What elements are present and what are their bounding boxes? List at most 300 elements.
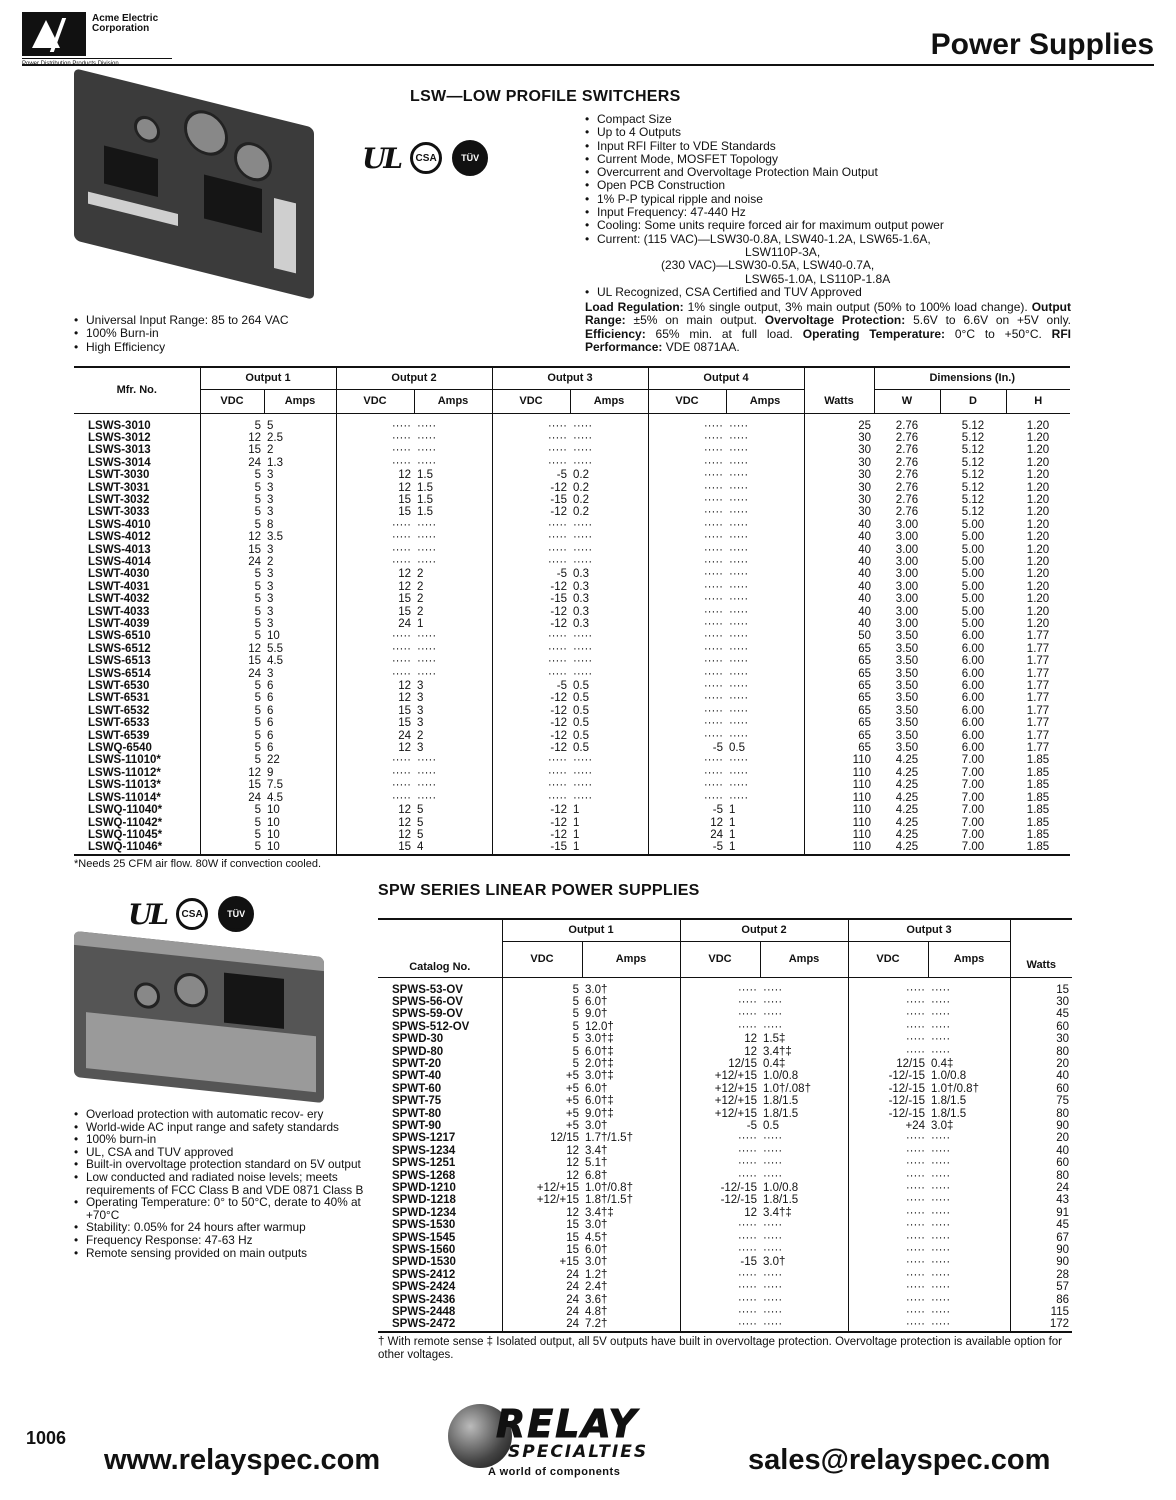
- table-cell: ·····: [336, 668, 414, 680]
- table-cell: 40: [804, 606, 874, 618]
- table-cell: 45: [1010, 1219, 1072, 1231]
- part-number-cell: LSWT-4030: [88, 568, 150, 581]
- table-cell: 5: [200, 692, 264, 704]
- table-cell: ·····: [648, 754, 726, 766]
- relay-specialties-logo: [448, 1402, 696, 1482]
- table-cell: 0.5: [573, 742, 589, 755]
- table-row: [74, 655, 1070, 667]
- table-row: [378, 1145, 1072, 1157]
- table-cell: 4.5: [267, 791, 283, 804]
- table-cell: 0.4‡: [931, 1057, 954, 1070]
- table-cell: ·····: [848, 1269, 928, 1281]
- lsw-feature-cont: LSW65-1.0A, LS110P-1.8A: [745, 271, 891, 286]
- table-cell: 110: [804, 767, 874, 779]
- table-cell: ·····: [729, 555, 749, 568]
- table-row: [378, 1132, 1072, 1144]
- part-number-cell: SPWS-1217: [392, 1132, 456, 1145]
- lsw-feature-cont: LSW110P-3A,: [745, 244, 821, 259]
- table-cell: ·····: [336, 519, 414, 531]
- table-cell: ·····: [417, 456, 437, 469]
- table-cell: 1.5: [417, 506, 433, 519]
- table-row: [378, 1033, 1072, 1045]
- table-cell: 65: [804, 655, 874, 667]
- table-row: [74, 817, 1070, 829]
- table-cell: ·····: [648, 668, 726, 680]
- table-cell: ·····: [336, 643, 414, 655]
- part-number-cell: LSWS-4013: [88, 543, 151, 556]
- table-cell: ·····: [763, 1219, 783, 1232]
- table-cell: 2.5: [267, 431, 283, 444]
- table-cell: ·····: [573, 531, 593, 544]
- table-cell: 6.0†: [585, 1082, 608, 1095]
- part-number-cell: SPWS-56-OV: [392, 995, 463, 1008]
- col-amps: Amps: [264, 389, 336, 413]
- table-cell: 24: [502, 1318, 582, 1331]
- table-cell: 15: [200, 655, 264, 667]
- table-cell: 3.0†: [585, 1256, 608, 1269]
- acme-logo-mark: [22, 12, 86, 56]
- table-cell: ·····: [848, 1132, 928, 1144]
- table-cell: 40: [804, 544, 874, 556]
- table-cell: 6.00: [961, 717, 985, 730]
- table-row: [378, 1194, 1072, 1206]
- col-vdc: VDC: [680, 941, 760, 977]
- table-cell: 65: [804, 730, 874, 742]
- table-cell: ·····: [763, 1169, 783, 1182]
- table-cell: 6: [267, 717, 274, 730]
- table-cell: 30: [804, 506, 874, 518]
- table-cell: ·····: [648, 717, 726, 729]
- part-number-cell: SPWS-2448: [392, 1306, 456, 1319]
- table-row: [378, 977, 1072, 996]
- part-number-cell: LSWQ-11045*: [88, 828, 163, 841]
- table-cell: ·····: [648, 494, 726, 506]
- table-cell: ·····: [729, 680, 749, 693]
- table-cell: 0.3: [573, 568, 589, 581]
- table-cell: 0.4‡: [763, 1057, 786, 1070]
- table-cell: ·····: [931, 983, 951, 996]
- table-cell: ·····: [931, 1157, 951, 1170]
- table-cell: 5.12: [961, 469, 985, 482]
- table-cell: 1.20: [1026, 431, 1050, 444]
- table-row: [74, 618, 1070, 630]
- spw-feature: • UL, CSA and TUV approved: [74, 1146, 364, 1159]
- table-cell: 2: [267, 444, 274, 457]
- table-cell: 65: [804, 717, 874, 729]
- table-cell: 1.77: [1026, 630, 1050, 643]
- table-cell: 110: [804, 841, 874, 854]
- table-cell: ·····: [336, 556, 414, 568]
- table-cell: 0.5: [573, 729, 589, 742]
- table-cell: ·····: [648, 655, 726, 667]
- table-cell: -12: [492, 804, 570, 816]
- table-cell: 30: [804, 469, 874, 481]
- table-cell: ·····: [648, 779, 726, 791]
- lsw-feature: • Input Frequency: 47-440 Hz: [585, 206, 1071, 219]
- table-cell: ·····: [848, 1021, 928, 1033]
- table-cell: ·····: [492, 413, 570, 432]
- table-cell: ·····: [729, 518, 749, 531]
- table-cell: 91: [1010, 1207, 1072, 1219]
- header-rule: [22, 64, 1154, 66]
- spw-product-photo: [74, 931, 324, 1103]
- table-cell: 1: [729, 816, 736, 829]
- ovp-text: 5.6V to 6.6V on +5V only.: [905, 313, 1072, 328]
- table-cell: 50: [804, 630, 874, 642]
- table-cell: 6.0†: [585, 1244, 608, 1257]
- part-number-cell: SPWT-60: [392, 1082, 442, 1095]
- table-cell: ·····: [648, 630, 726, 642]
- table-cell: 3.00: [895, 543, 919, 556]
- part-number-cell: LSWT-6530: [88, 680, 150, 693]
- table-cell: 5: [200, 817, 264, 829]
- table-cell: 1.20: [1026, 593, 1050, 606]
- part-number-cell: LSWS-11012*: [88, 766, 161, 779]
- lsw-feature: • Overcurrent and Overvoltage Protection Main Output: [585, 166, 1071, 179]
- table-cell: 24: [200, 668, 264, 680]
- table-cell: 2.76: [895, 444, 919, 457]
- table-cell: ·····: [417, 431, 437, 444]
- table-cell: 0.2: [573, 469, 589, 482]
- table-cell: 6: [267, 692, 274, 705]
- table-cell: 24: [200, 792, 264, 804]
- logo-tagline: A world of components: [488, 1466, 621, 1478]
- table-row: [378, 1318, 1072, 1331]
- load-reg-label: Load Regulation:: [585, 300, 684, 314]
- table-row: [378, 1070, 1072, 1082]
- table-cell: 1.0†/0.8†: [585, 1182, 633, 1194]
- table-cell: ·····: [729, 766, 749, 779]
- table-cell: 15: [502, 1219, 582, 1231]
- table-cell: 3.50: [895, 642, 919, 655]
- table-row: [74, 606, 1070, 618]
- part-number-cell: LSWT-3033: [88, 506, 150, 519]
- table-cell: ·····: [931, 1206, 951, 1219]
- table-cell: 6.00: [961, 729, 985, 742]
- table-cell: 12: [336, 680, 414, 692]
- table-cell: ·····: [848, 1008, 928, 1020]
- table-cell: 1.85: [1026, 816, 1050, 829]
- table-cell: 57: [1010, 1281, 1072, 1293]
- lsw-feature: • Open PCB Construction: [585, 179, 1071, 192]
- table-cell: 12: [648, 817, 726, 829]
- part-number-cell: LSWS-4012: [88, 531, 151, 544]
- table-cell: 5.00: [961, 531, 985, 544]
- table-cell: 3.4†: [585, 1144, 608, 1157]
- table-cell: 1.77: [1026, 655, 1050, 668]
- table-cell: 86: [1010, 1294, 1072, 1306]
- table-row: [378, 1021, 1072, 1033]
- part-number-cell: LSWQ-11040*: [88, 804, 163, 817]
- tuv-logo-icon: TÜV: [452, 140, 488, 176]
- table-cell: 5: [417, 804, 424, 817]
- table-cell: +12/+15: [502, 1182, 582, 1194]
- table-row: [74, 742, 1070, 754]
- table-cell: 6: [267, 704, 274, 717]
- table-cell: 1.0†/.08†: [763, 1082, 811, 1095]
- table-cell: 2: [417, 729, 424, 742]
- table-cell: ·····: [492, 544, 570, 556]
- table-cell: ·····: [729, 618, 749, 630]
- table-cell: 0.2: [573, 493, 589, 506]
- table-cell: ·····: [729, 779, 749, 792]
- table-cell: ·····: [573, 667, 593, 680]
- spw-feature: • 100% burn-in: [74, 1133, 364, 1146]
- table-cell: 5: [200, 618, 264, 630]
- part-number-cell: SPWS-1251: [392, 1157, 456, 1170]
- table-cell: 6.00: [961, 655, 985, 668]
- table-cell: ·····: [729, 531, 749, 544]
- table-cell: 3: [267, 593, 274, 606]
- table-cell: 65: [804, 692, 874, 704]
- spw-feature: • Built-in overvoltage protection standard on 5V output: [74, 1158, 364, 1171]
- table-row: [74, 643, 1070, 655]
- table-cell: 5: [200, 680, 264, 692]
- table-cell: 24: [502, 1281, 582, 1293]
- email-link[interactable]: sales@relayspec.com: [748, 1444, 1051, 1476]
- table-cell: 4.25: [895, 816, 919, 829]
- table-cell: 3: [267, 618, 274, 630]
- table-cell: ·····: [680, 1281, 760, 1293]
- table-cell: 6.00: [961, 630, 985, 643]
- table-cell: 5.12: [961, 506, 985, 519]
- table-cell: 12/15: [502, 1132, 582, 1144]
- lsw-feature-cont: (230 VAC)—LSW30-0.5A, LSW40-0.7A,: [661, 258, 875, 273]
- table-cell: ·····: [848, 1244, 928, 1256]
- part-number-cell: SPWT-75: [392, 1095, 442, 1108]
- table-row: [378, 1058, 1072, 1070]
- table-cell: ·····: [492, 668, 570, 680]
- table-cell: 1: [573, 841, 580, 854]
- table-cell: 5: [200, 742, 264, 754]
- table-cell: -15: [492, 494, 570, 506]
- col-vdc: VDC: [336, 389, 414, 413]
- table-cell: 1.5: [417, 493, 433, 506]
- table-cell: 7.00: [961, 791, 985, 804]
- col-vdc: VDC: [648, 389, 726, 413]
- table-cell: ·····: [573, 444, 593, 457]
- table-cell: 3: [267, 481, 274, 494]
- table-cell: 4.25: [895, 841, 919, 854]
- group-output-2: Output 2: [680, 919, 848, 941]
- spw-feature: • Low conducted and radiated noise levels; meets requirements of FCC Class B and VDE 0871 Class B: [74, 1171, 364, 1196]
- table-cell: 0.3: [573, 605, 589, 618]
- table-cell: ·····: [336, 531, 414, 543]
- table-cell: 1.8/1.5: [931, 1107, 967, 1120]
- page-title: Power Supplies: [930, 28, 1154, 61]
- table-cell: 1.85: [1026, 791, 1050, 804]
- table-row: [74, 506, 1070, 518]
- table-cell: ·····: [492, 432, 570, 444]
- table-cell: 65: [804, 680, 874, 692]
- table-cell: 40: [804, 531, 874, 543]
- table-cell: ·····: [648, 730, 726, 742]
- table-cell: +12/+15: [680, 1095, 760, 1107]
- table-cell: 3.50: [895, 630, 919, 643]
- logo-word-relay: RELAY: [496, 1402, 638, 1446]
- table-cell: ·····: [417, 531, 437, 544]
- group-output-2: Output 2: [336, 367, 492, 389]
- table-cell: 5.12: [961, 431, 985, 444]
- table-cell: 3: [267, 568, 274, 581]
- website-link[interactable]: www.relayspec.com: [104, 1444, 381, 1476]
- table-cell: 3.00: [895, 605, 919, 618]
- table-cell: 5.12: [961, 493, 985, 506]
- lsw-left-feature: • High Efficiency: [74, 341, 374, 354]
- table-cell: ·····: [763, 1268, 783, 1281]
- table-cell: ·····: [729, 605, 749, 618]
- table-cell: 4.25: [895, 828, 919, 841]
- table-cell: -12: [492, 482, 570, 494]
- table-cell: 15: [200, 779, 264, 791]
- table-cell: -12/-15: [848, 1108, 928, 1120]
- table-cell: ·····: [729, 419, 749, 432]
- table-cell: 3.0†‡: [585, 1070, 614, 1083]
- part-number-cell: SPWD-1210: [392, 1182, 456, 1194]
- table-cell: ·····: [848, 1170, 928, 1182]
- table-cell: 20: [1010, 1058, 1072, 1070]
- table-cell: 12: [200, 643, 264, 655]
- table-cell: 1.20: [1026, 444, 1050, 457]
- table-cell: 0.5: [729, 742, 745, 755]
- table-cell: 15: [502, 1244, 582, 1256]
- table-cell: -12: [492, 692, 570, 704]
- table-cell: 4.8†: [585, 1306, 608, 1319]
- table-cell: 60: [1010, 1157, 1072, 1169]
- table-cell: ·····: [417, 543, 437, 556]
- table-cell: ·····: [573, 518, 593, 531]
- table-cell: ·····: [648, 556, 726, 568]
- table-cell: 3.0†: [585, 1219, 608, 1232]
- table-cell: 30: [1010, 996, 1072, 1008]
- table-cell: 3.50: [895, 717, 919, 730]
- table-cell: 1.8/1.5: [763, 1194, 799, 1207]
- table-cell: 5.12: [961, 444, 985, 457]
- table-cell: 12: [336, 829, 414, 841]
- table-cell: ·····: [336, 655, 414, 667]
- col-amps: Amps: [570, 389, 648, 413]
- table-cell: ·····: [648, 413, 726, 432]
- table-cell: ·····: [848, 1294, 928, 1306]
- group-dimensions: Dimensions (In.): [874, 367, 1070, 389]
- table-cell: ·····: [648, 544, 726, 556]
- table-cell: 5: [200, 494, 264, 506]
- rfi-text: VDE 0871AA.: [662, 339, 740, 354]
- table-row: [378, 1157, 1072, 1169]
- table-cell: 5: [200, 730, 264, 742]
- spw-feature: • World-wide AC input range and safety standards: [74, 1121, 364, 1134]
- table-row: [378, 1083, 1072, 1095]
- table-cell: 5: [200, 506, 264, 518]
- table-cell: ·····: [492, 630, 570, 642]
- table-cell: 1.20: [1026, 469, 1050, 482]
- part-number-cell: SPWD-1234: [392, 1206, 456, 1219]
- lsw-footnote: *Needs 25 CFM air flow. 80W if convection cooled.: [74, 858, 322, 870]
- lsw-spec-paragraph: [585, 301, 1071, 354]
- table-cell: 1.20: [1026, 481, 1050, 494]
- table-cell: 3.50: [895, 742, 919, 755]
- table-cell: 5.12: [961, 456, 985, 469]
- table-cell: 1: [417, 618, 424, 630]
- part-number-cell: LSWT-4033: [88, 605, 150, 618]
- table-cell: 3.6†: [585, 1293, 608, 1306]
- table-cell: 15: [200, 544, 264, 556]
- lsw-product-photo: [74, 68, 314, 300]
- table-cell: 5.00: [961, 518, 985, 531]
- table-cell: +24: [848, 1120, 928, 1132]
- table-cell: -12: [492, 606, 570, 618]
- table-cell: 1.77: [1026, 742, 1050, 755]
- group-output-3: Output 3: [848, 919, 1010, 941]
- table-cell: ·····: [573, 456, 593, 469]
- table-cell: 7.00: [961, 754, 985, 767]
- table-cell: 12: [336, 742, 414, 754]
- table-cell: 1.20: [1026, 518, 1050, 531]
- table-row: [74, 494, 1070, 506]
- table-row: [378, 1120, 1072, 1132]
- table-row: [378, 996, 1072, 1008]
- table-cell: -12: [492, 730, 570, 742]
- part-number-cell: LSWS-6510: [88, 630, 151, 643]
- part-number-cell: SPWS-1560: [392, 1244, 456, 1257]
- table-cell: 110: [804, 829, 874, 841]
- table-cell: -12/-15: [680, 1194, 760, 1206]
- part-number-cell: SPWS-1234: [392, 1144, 456, 1157]
- table-cell: 90: [1010, 1120, 1072, 1132]
- table-cell: ·····: [729, 543, 749, 556]
- table-cell: ·····: [848, 1157, 928, 1169]
- table-cell: 0.5: [573, 704, 589, 717]
- table-row: [74, 705, 1070, 717]
- table-cell: 6.00: [961, 680, 985, 693]
- table-cell: 1.77: [1026, 680, 1050, 693]
- lsw-left-feature: • Universal Input Range: 85 to 264 VAC: [74, 314, 374, 327]
- table-cell: 40: [1010, 1145, 1072, 1157]
- table-row: [74, 469, 1070, 481]
- part-number-cell: SPWS-2424: [392, 1281, 456, 1294]
- table-cell: 0.3: [573, 593, 589, 606]
- table-cell: 1: [573, 816, 580, 829]
- col-vdc: VDC: [502, 941, 582, 977]
- table-cell: ·····: [648, 432, 726, 444]
- table-cell: 1.8/1.5: [931, 1095, 967, 1108]
- table-row: [74, 568, 1070, 580]
- table-cell: ·····: [729, 481, 749, 494]
- table-row: [378, 1306, 1072, 1318]
- table-cell: 5.00: [961, 618, 985, 630]
- table-cell: 28: [1010, 1269, 1072, 1281]
- part-number-cell: LSWT-6531: [88, 692, 150, 705]
- table-cell: 1: [729, 804, 736, 817]
- table-cell: 65: [804, 705, 874, 717]
- temp-label: Operating Temperature:: [802, 326, 946, 341]
- table-cell: ·····: [931, 1244, 951, 1257]
- table-cell: 7.00: [961, 766, 985, 779]
- table-cell: ·····: [848, 1207, 928, 1219]
- output-range-text: ±5% on main output.: [625, 313, 765, 328]
- table-cell: ·····: [848, 1256, 928, 1268]
- table-cell: ·····: [680, 1170, 760, 1182]
- table-cell: ·····: [729, 456, 749, 469]
- col-vdc: VDC: [848, 941, 928, 977]
- table-cell: ·····: [573, 791, 593, 804]
- table-cell: ·····: [648, 618, 726, 630]
- ovp-label: Overvoltage Protection:: [764, 313, 906, 328]
- table-cell: 5.00: [961, 593, 985, 606]
- spw-feature: • Frequency Response: 47-63 Hz: [74, 1234, 364, 1247]
- table-cell: -5: [648, 841, 726, 854]
- table-cell: 10: [267, 828, 280, 841]
